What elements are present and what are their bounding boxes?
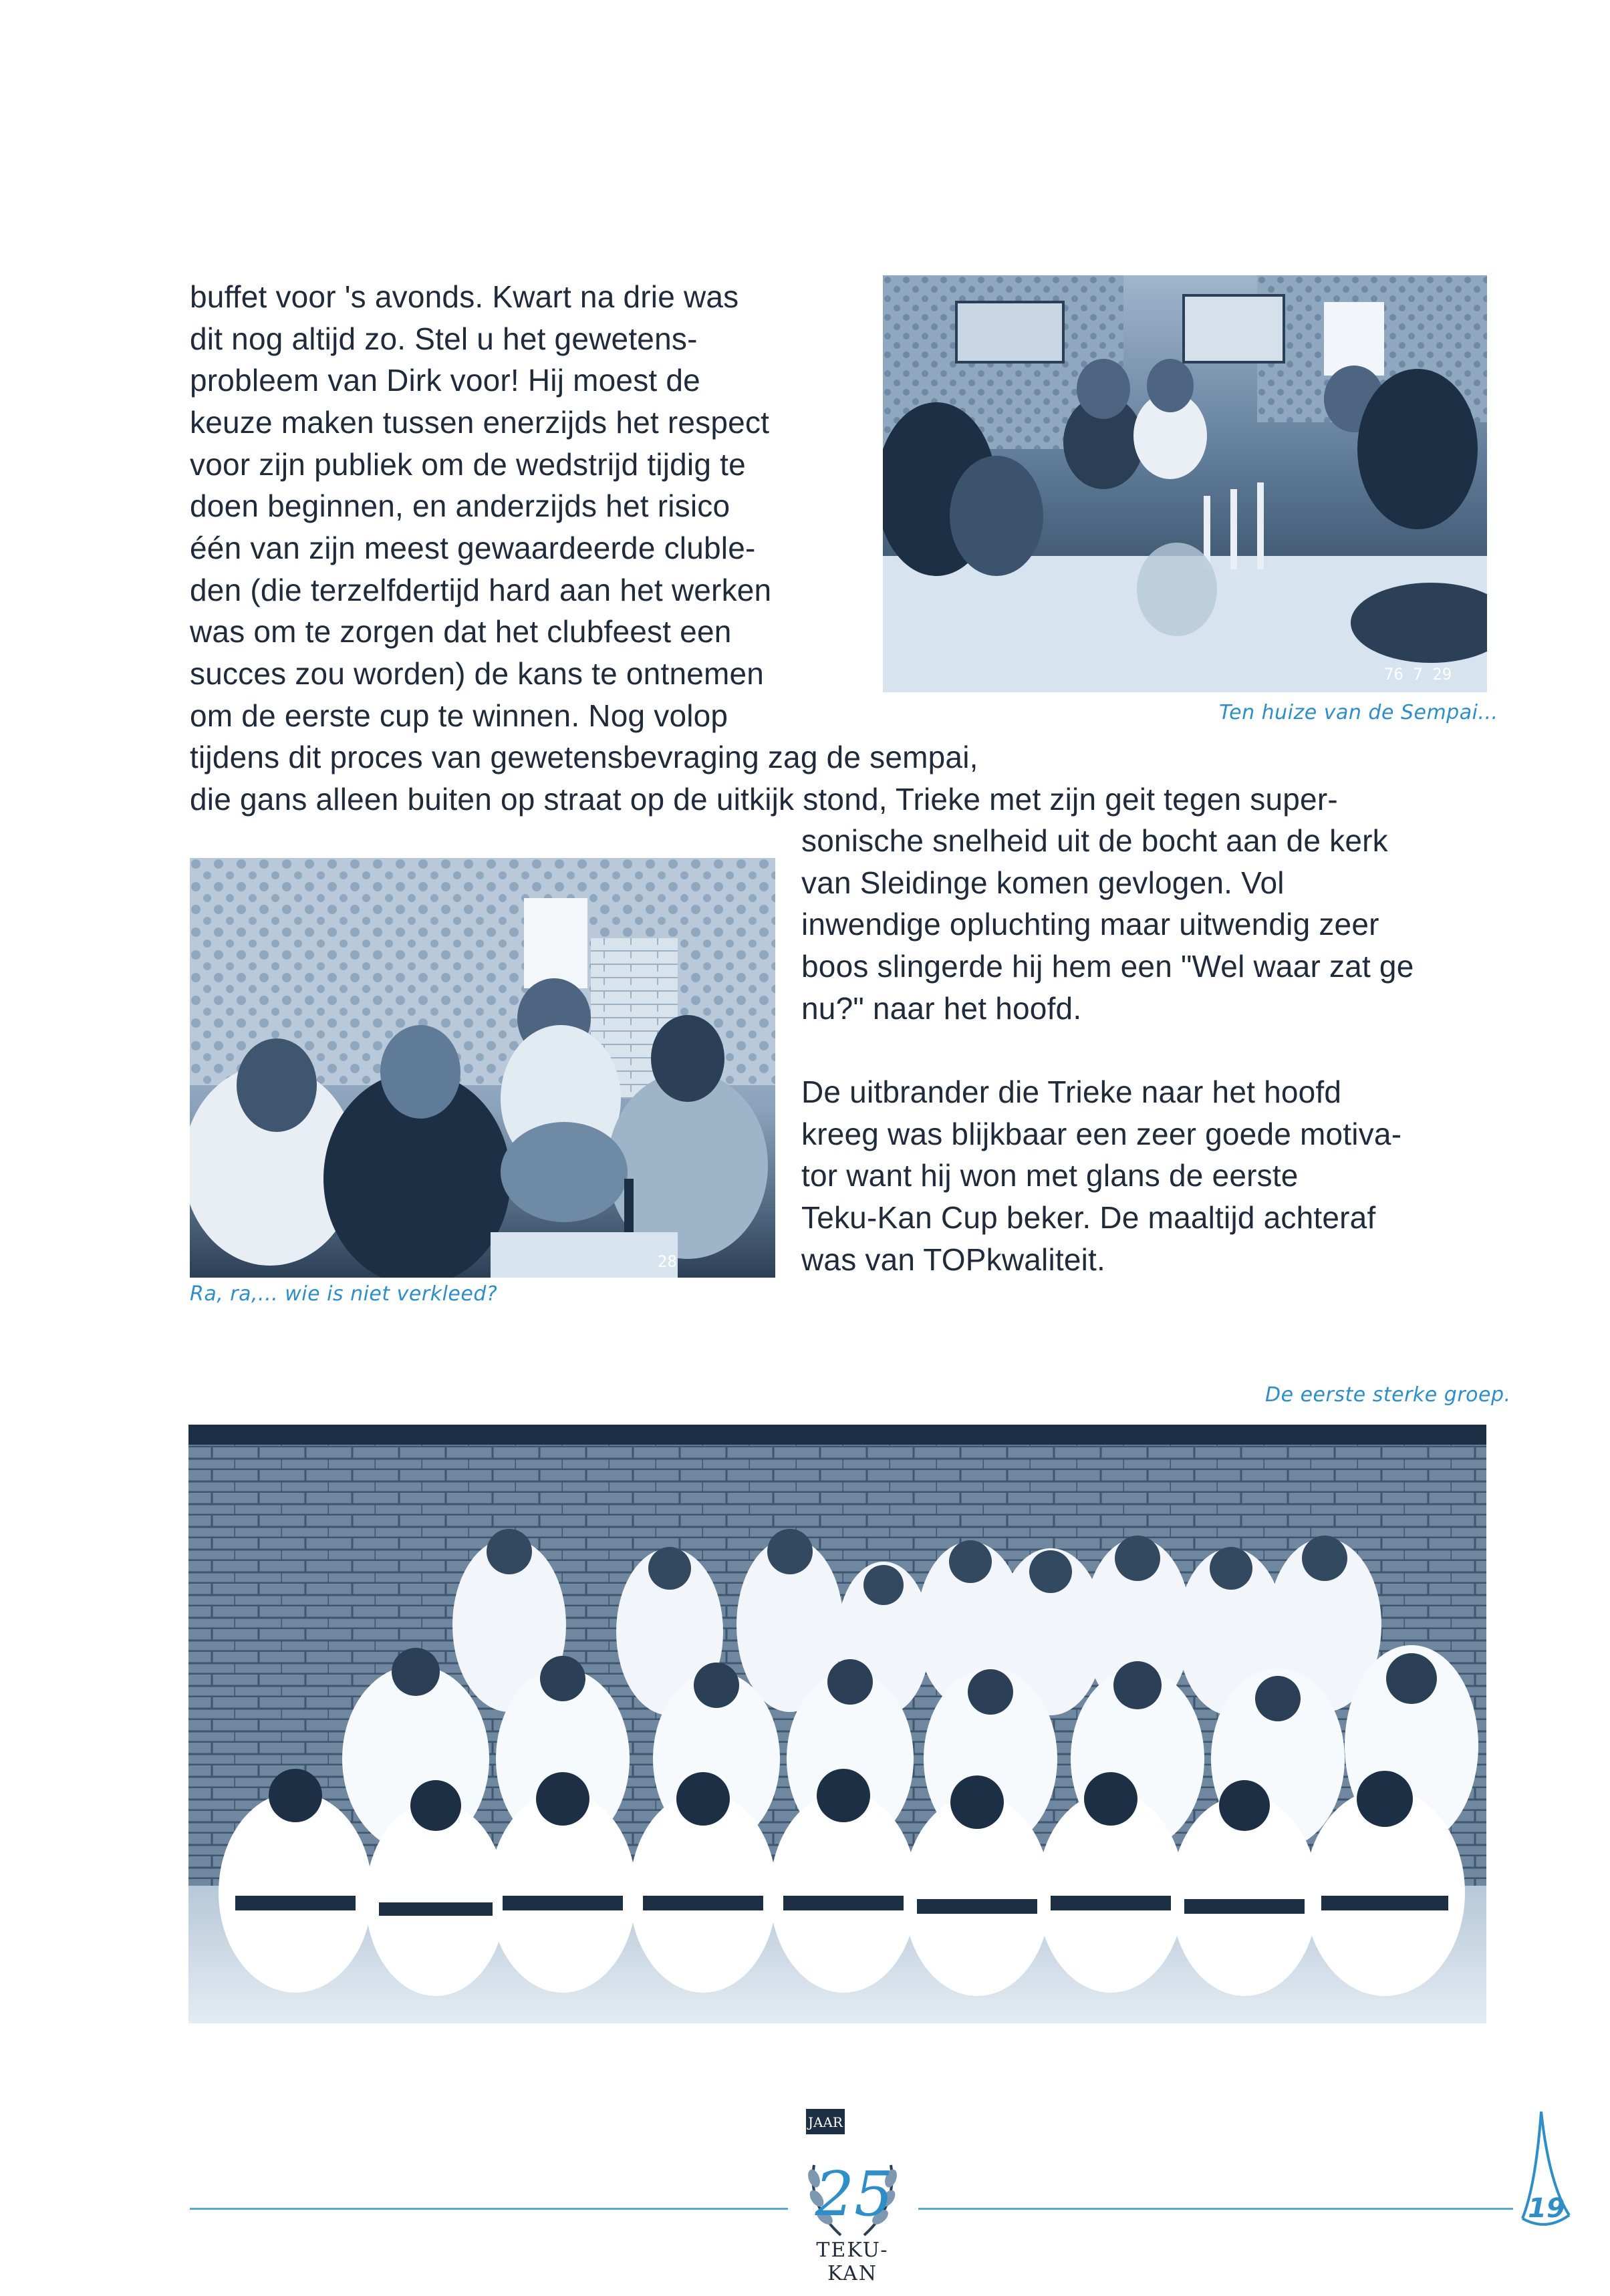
photo-judo-group bbox=[188, 1425, 1486, 2023]
text-line: succes zou worden) de kans te ontnemen bbox=[190, 656, 765, 691]
text-line: was om te zorgen dat het clubfeest een bbox=[190, 614, 732, 649]
logo-number-text: 25 bbox=[815, 2158, 894, 2230]
text-line: Teku-Kan Cup beker. De maaltijd achteraf bbox=[801, 1200, 1376, 1235]
text-line: tijdens dit proces van gewetensbevraging zag de sempai, bbox=[190, 740, 978, 774]
text-line: keuze maken tussen enerzijds het respect bbox=[190, 405, 770, 440]
photo-dinner-party-image bbox=[883, 275, 1487, 692]
text-line: één van zijn meest gewaardeerde cluble- bbox=[190, 531, 756, 565]
logo-jaar-text: JAAR bbox=[808, 2114, 843, 2130]
text-line: van Sleidinge komen gevlogen. Vol bbox=[801, 865, 1285, 900]
text-line: De uitbrander die Trieke naar het hoofd bbox=[801, 1074, 1342, 1109]
logo-club-name: TEKU-KAN bbox=[816, 2239, 889, 2285]
text-line: buffet voor 's avonds. Kwart na drie was bbox=[190, 279, 739, 314]
text-line: probleem van Dirk voor! Hij moest de bbox=[190, 363, 700, 398]
photo-judo-group-image bbox=[188, 1425, 1486, 2023]
text-line: dit nog altijd zo. Stel u het gewetens- bbox=[190, 321, 698, 356]
text-line: tor want hij won met glans de eerste bbox=[801, 1158, 1299, 1193]
page-number-badge bbox=[1509, 2105, 1583, 2252]
text-line: was van TOPkwaliteit. bbox=[801, 1242, 1106, 1277]
text-line: doen beginnen, en anderzijds het risico bbox=[190, 488, 730, 523]
photo-date-stamp: 76 7 29 bbox=[1384, 665, 1452, 684]
teku-kan-25-logo bbox=[794, 2105, 911, 2285]
text-line: nu?" naar het hoofd. bbox=[801, 991, 1082, 1026]
page-number-triangle-icon bbox=[1509, 2105, 1583, 2252]
page-number: 19 bbox=[1528, 2193, 1565, 2224]
text-line: kreeg was blijkbaar een zeer goede motiva- bbox=[801, 1117, 1402, 1151]
text-line: om de eerste cup te winnen. Nog volop bbox=[190, 698, 728, 733]
photo-costume-group bbox=[190, 858, 775, 1278]
caption-dinner-party: Ten huize van de Sempai... bbox=[1219, 701, 1498, 724]
text-line: den (die terzelfdertijd hard aan het werken bbox=[190, 573, 772, 607]
text-line: voor zijn publiek om de wedstrijd tijdig te bbox=[190, 447, 746, 482]
caption-group-photo: De eerste sterke groep. bbox=[1265, 1383, 1511, 1407]
footer-rule-right bbox=[918, 2208, 1513, 2210]
photo-date-stamp: 28 bbox=[658, 1252, 677, 1271]
footer-rule-left bbox=[190, 2208, 788, 2210]
text-line: inwendige opluchting maar uitwendig zeer bbox=[801, 907, 1379, 942]
photo-dinner-party bbox=[883, 275, 1487, 692]
text-line: sonische snelheid uit de bocht aan de kerk bbox=[801, 823, 1388, 858]
photo-costume-group-image bbox=[190, 858, 775, 1278]
text-line: boos slingerde hij hem een "Wel waar zat ge bbox=[801, 949, 1414, 984]
caption-costume-group: Ra, ra,... wie is niet verkleed? bbox=[190, 1282, 498, 1306]
text-line: die gans alleen buiten op straat op de uitkijk stond, Trieke met zijn geit tegen super- bbox=[190, 782, 1338, 817]
